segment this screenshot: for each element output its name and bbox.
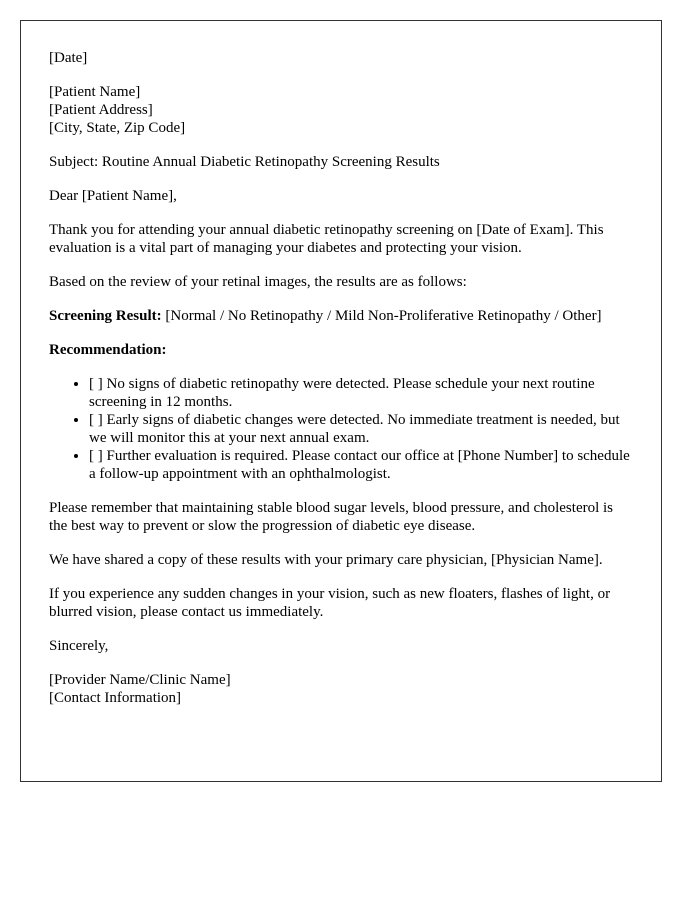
patient-address: [Patient Address]: [49, 102, 153, 118]
list-item: • [ ] Early signs of diabetic changes were detected. No immediate treatment is needed, but we will monitor this at your next annual exam.: [89, 411, 633, 447]
advice-paragraph: Please remember that maintaining stable blood sugar levels, blood pressure, and cholesterol is the best way to prevent or slow the progression of diabetic eye disease.: [49, 500, 614, 534]
letter: [20, 20, 662, 782]
subject: Subject: Routine Annual Diabetic Retinopathy Screening Results: [49, 154, 440, 170]
patient-name: [Patient Name]: [49, 84, 141, 100]
salutation: Dear [Patient Name],: [49, 188, 177, 204]
shared-paragraph: We have shared a copy of these results with your primary care physician, [Physician Name].: [49, 552, 603, 568]
signature: [49, 671, 633, 707]
recommendation-list: [49, 375, 633, 483]
provider-name: [Provider Name/Clinic Name]: [49, 672, 231, 688]
list-item: • [ ] Further evaluation is required. Please contact our office at [Phone Number] to schedule a follow-up appointment with an ophthalmologist.: [89, 447, 633, 483]
contact-information: [Contact Information]: [49, 690, 182, 706]
screening-result-value: [Normal / No Retinopathy / Mild Non-Proliferative Retinopathy / Other]: [161, 308, 602, 324]
list-item: • [ ] No signs of diabetic retinopathy were detected. Please schedule your next routine screening in 12 months.: [89, 375, 633, 411]
warning-paragraph: If you experience any sudden changes in your vision, such as new floaters, flashes of light, or blurred vision, please contact us immediately.: [49, 586, 611, 620]
date: [Date]: [49, 50, 88, 66]
recipient-address: [49, 83, 633, 137]
recommendation-label: Recommendation:: [49, 342, 167, 358]
recommendation-heading: [49, 341, 633, 359]
closing: Sincerely,: [49, 638, 109, 654]
screening-result-label: Screening Result:: [49, 308, 162, 324]
results-intro: Based on the review of your retinal images, the results are as follows:: [49, 274, 467, 290]
city-state-zip: [City, State, Zip Code]: [49, 120, 186, 136]
intro-paragraph: Thank you for attending your annual diabetic retinopathy screening on [Date of Exam]. This evaluation is a vital part of managing your diabetes and protecting your vision.: [49, 222, 604, 256]
screening-result: [49, 307, 633, 325]
